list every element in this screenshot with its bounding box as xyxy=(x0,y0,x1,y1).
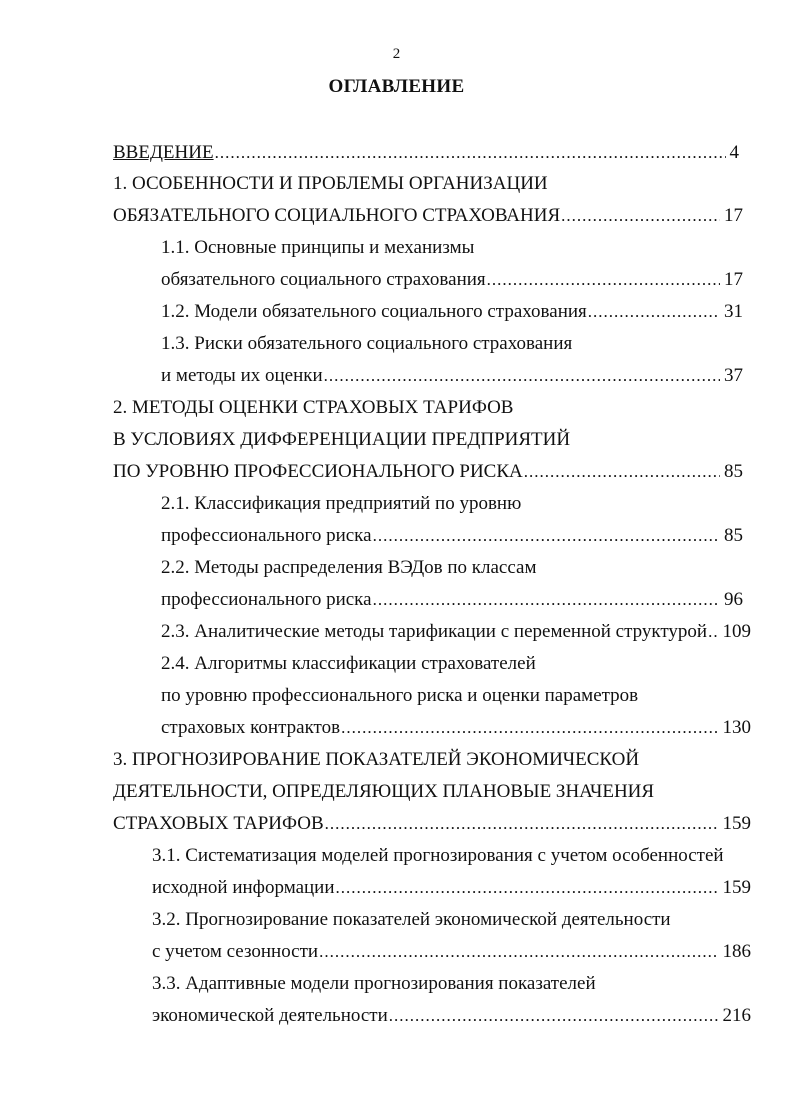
toc-entry-text: с учетом сезонности xyxy=(152,941,319,962)
leader-dots xyxy=(587,300,720,324)
toc-section-1-2-entry[interactable] xyxy=(161,300,743,324)
toc-page-number: 37 xyxy=(724,365,743,386)
toc-page-number: 130 xyxy=(722,717,751,738)
toc-section-2-1-title[interactable]: 2.1. Классификация предприятий по уровню xyxy=(161,493,522,514)
toc-page-number: 31 xyxy=(724,301,743,322)
toc-section-1-3-entry[interactable] xyxy=(161,364,743,388)
leader-dots xyxy=(388,1004,719,1028)
toc-section-1-3-title[interactable]: 1.3. Риски обязательного социального страхования xyxy=(161,333,573,354)
toc-entry-text: обязательного социального страхования xyxy=(161,269,486,290)
toc-page-number: 216 xyxy=(722,1005,751,1026)
toc-entry-text: профессионального риска xyxy=(161,525,372,546)
toc-entry-text: 1.2. Модели обязательного социального страхования xyxy=(161,301,587,322)
toc-entry-text: ОБЯЗАТЕЛЬНОГО СОЦИАЛЬНОГО СТРАХОВАНИЯ xyxy=(113,205,561,226)
toc-chapter-3-title-line-2[interactable]: ДЕЯТЕЛЬНОСТИ, ОПРЕДЕЛЯЮЩИХ ПЛАНОВЫЕ ЗНАЧЕНИЯ xyxy=(113,781,655,802)
toc-entry-text: ВВЕДЕНИЕ xyxy=(113,142,214,163)
toc-page-number: 159 xyxy=(722,813,751,834)
toc-page-number: 17 xyxy=(724,205,743,226)
toc-entry-text: 2.3. Аналитические методы тарификации с переменной структурой xyxy=(161,621,708,642)
leader-dots xyxy=(340,716,718,740)
toc-section-2-3-entry[interactable] xyxy=(161,620,751,644)
leader-dots xyxy=(214,141,726,165)
toc-section-3-3-title[interactable]: 3.3. Адаптивные модели прогнозирования показателей xyxy=(152,973,596,994)
leader-dots xyxy=(335,876,719,900)
toc-section-2-2-title[interactable]: 2.2. Методы распределения ВЭДов по классам xyxy=(161,557,537,578)
toc-section-1-1-entry[interactable] xyxy=(161,268,743,292)
toc-page-number: 85 xyxy=(724,461,743,482)
toc-entry-text: экономической деятельности xyxy=(152,1005,388,1026)
toc-entry-introduction[interactable] xyxy=(113,141,739,165)
leader-dots xyxy=(372,524,720,548)
toc-entry-text: и методы их оценки xyxy=(161,365,323,386)
toc-chapter-1-entry[interactable] xyxy=(113,204,743,228)
toc-page-number: 4 xyxy=(729,142,739,163)
leader-dots xyxy=(707,620,718,644)
leader-dots xyxy=(324,812,719,836)
leader-dots xyxy=(323,364,720,388)
toc-section-3-1-title[interactable]: 3.1. Систематизация моделей прогнозирования с учетом особенностей xyxy=(152,845,724,866)
leader-dots xyxy=(486,268,720,292)
toc-page-number: 96 xyxy=(724,589,743,610)
toc-chapter-2-title-line-1[interactable]: 2. МЕТОДЫ ОЦЕНКИ СТРАХОВЫХ ТАРИФОВ xyxy=(113,397,514,418)
toc-section-3-1-entry[interactable] xyxy=(152,876,751,900)
toc-section-1-1-title[interactable]: 1.1. Основные принципы и механизмы xyxy=(161,237,475,258)
toc-section-2-4-title-line-2[interactable]: по уровню профессионального риска и оценки параметров xyxy=(161,685,639,706)
toc-page-number: 17 xyxy=(724,269,743,290)
toc-entry-text: исходной информации xyxy=(152,877,335,898)
toc-section-2-4-entry[interactable] xyxy=(161,716,751,740)
toc-page-number: 186 xyxy=(722,941,751,962)
toc-section-2-4-title-line-1[interactable]: 2.4. Алгоритмы классификации страхователей xyxy=(161,653,536,674)
toc-chapter-3-title-line-1[interactable]: 3. ПРОГНОЗИРОВАНИЕ ПОКАЗАТЕЛЕЙ ЭКОНОМИЧЕСКОЙ xyxy=(113,749,640,770)
toc-chapter-3-entry[interactable] xyxy=(113,812,751,836)
leader-dots xyxy=(318,940,718,964)
leader-dots xyxy=(523,460,720,484)
toc-page-number: 159 xyxy=(722,877,751,898)
toc-entry-text: СТРАХОВЫХ ТАРИФОВ xyxy=(113,813,324,834)
page-title: ОГЛАВЛЕНИЕ xyxy=(328,76,465,97)
leader-dots xyxy=(560,204,720,228)
toc-section-3-2-title[interactable]: 3.2. Прогнозирование показателей экономической деятельности xyxy=(152,909,671,930)
toc-page-number: 109 xyxy=(722,621,751,642)
toc-entry-text: профессионального риска xyxy=(161,589,372,610)
toc-entry-text: страховых контрактов xyxy=(161,717,341,738)
toc-chapter-2-entry[interactable] xyxy=(113,460,743,484)
toc-section-2-2-entry[interactable] xyxy=(161,588,743,612)
toc-page-number: 85 xyxy=(724,525,743,546)
page-number: 2 xyxy=(392,46,401,62)
toc-section-2-1-entry[interactable] xyxy=(161,524,743,548)
toc-chapter-1-title[interactable]: 1. ОСОБЕННОСТИ И ПРОБЛЕМЫ ОРГАНИЗАЦИИ xyxy=(113,173,548,194)
toc-entry-text: ПО УРОВНЮ ПРОФЕССИОНАЛЬНОГО РИСКА xyxy=(113,461,523,482)
toc-chapter-2-title-line-2[interactable]: В УСЛОВИЯХ ДИФФЕРЕНЦИАЦИИ ПРЕДПРИЯТИЙ xyxy=(113,429,571,450)
toc-section-3-2-entry[interactable] xyxy=(152,940,751,964)
leader-dots xyxy=(372,588,720,612)
toc-section-3-3-entry[interactable] xyxy=(152,1004,751,1028)
